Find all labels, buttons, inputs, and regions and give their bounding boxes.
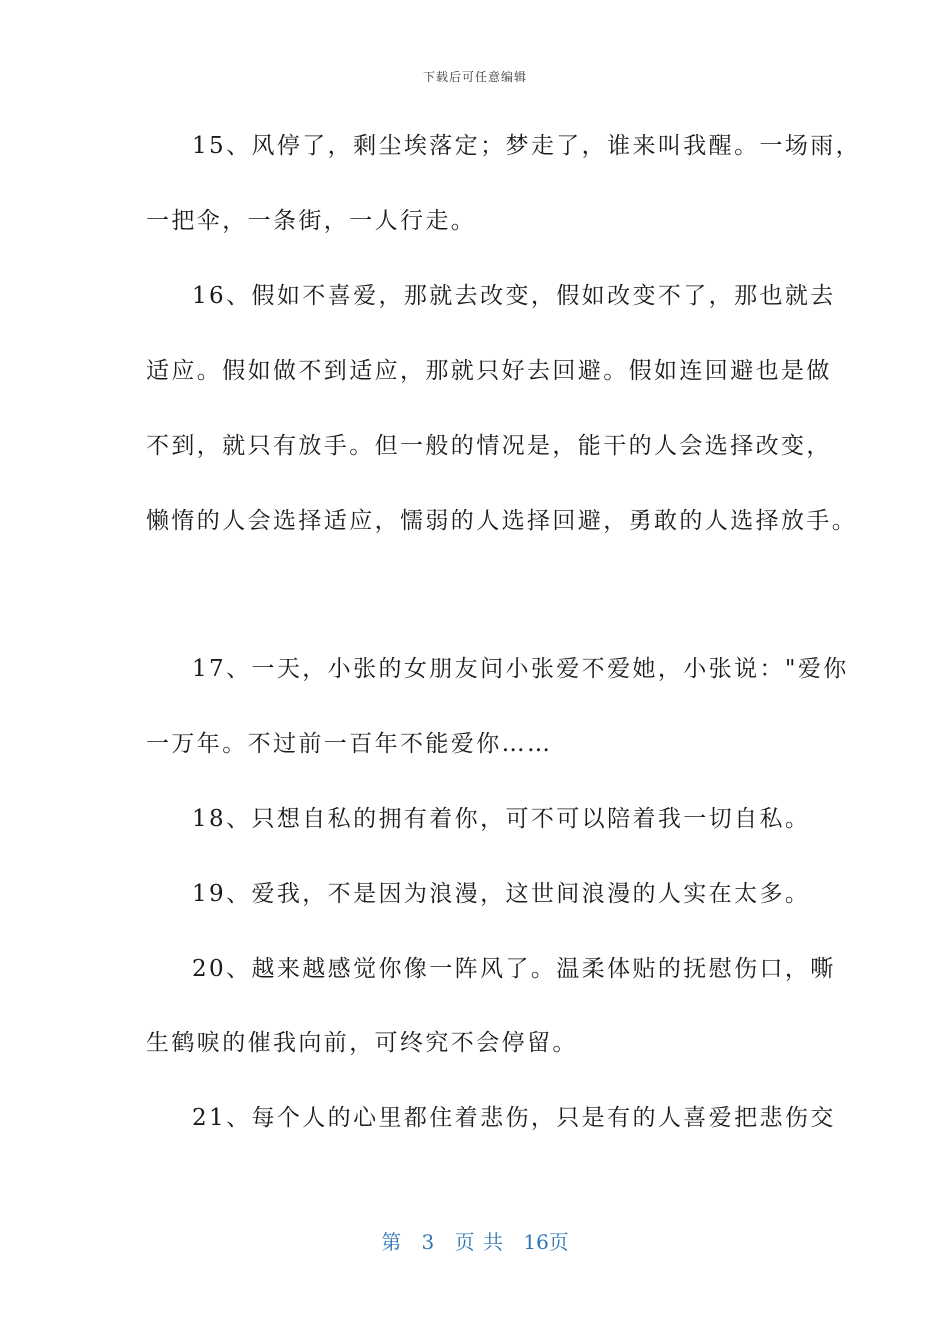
text-line: 15、风停了，剩尘埃落定；梦走了，谁来叫我醒。一场雨， bbox=[192, 133, 862, 159]
footer-page-number: 3 bbox=[421, 1230, 435, 1254]
text-line: 一把伞，一条街，一人行走。 bbox=[146, 208, 477, 234]
text-line: 生鹤唳的催我向前，可终究不会停留。 bbox=[146, 1030, 578, 1056]
footer-total-pages: 16页 bbox=[523, 1230, 569, 1254]
text-line: 20、越来越感觉你像一阵风了。温柔体贴的抚慰伤口，嘶 bbox=[192, 956, 836, 982]
text-line: 21、每个人的心里都住着悲伤，只是有的人喜爱把悲伤交 bbox=[192, 1105, 836, 1131]
text-line: 适应。假如做不到适应，那就只好去回避。假如连回避也是做 bbox=[146, 358, 832, 384]
text-line: 18、只想自私的拥有着你，可不可以陪着我一切自私。 bbox=[192, 806, 811, 832]
footer-label-page: 第 bbox=[381, 1230, 402, 1254]
text-line: 一万年。不过前一百年不能爱你…… bbox=[146, 731, 553, 757]
page-footer bbox=[0, 1226, 950, 1255]
text-line: 17、一天，小张的女朋友问小张爱不爱她，小张说："爱你 bbox=[192, 656, 849, 682]
footer-label-of: 页 共 bbox=[454, 1230, 503, 1254]
text-line: 19、爱我，不是因为浪漫，这世间浪漫的人实在太多。 bbox=[192, 881, 811, 907]
page-header: 下载后可任意编辑 bbox=[422, 70, 527, 84]
text-line: 懒惰的人会选择适应，懦弱的人选择回避，勇敢的人选择放手。 bbox=[146, 508, 858, 534]
text-line: 16、假如不喜爱，那就去改变，假如改变不了，那也就去 bbox=[192, 283, 836, 309]
text-line: 不到，就只有放手。但一般的情况是，能干的人会选择改变， bbox=[146, 433, 832, 459]
